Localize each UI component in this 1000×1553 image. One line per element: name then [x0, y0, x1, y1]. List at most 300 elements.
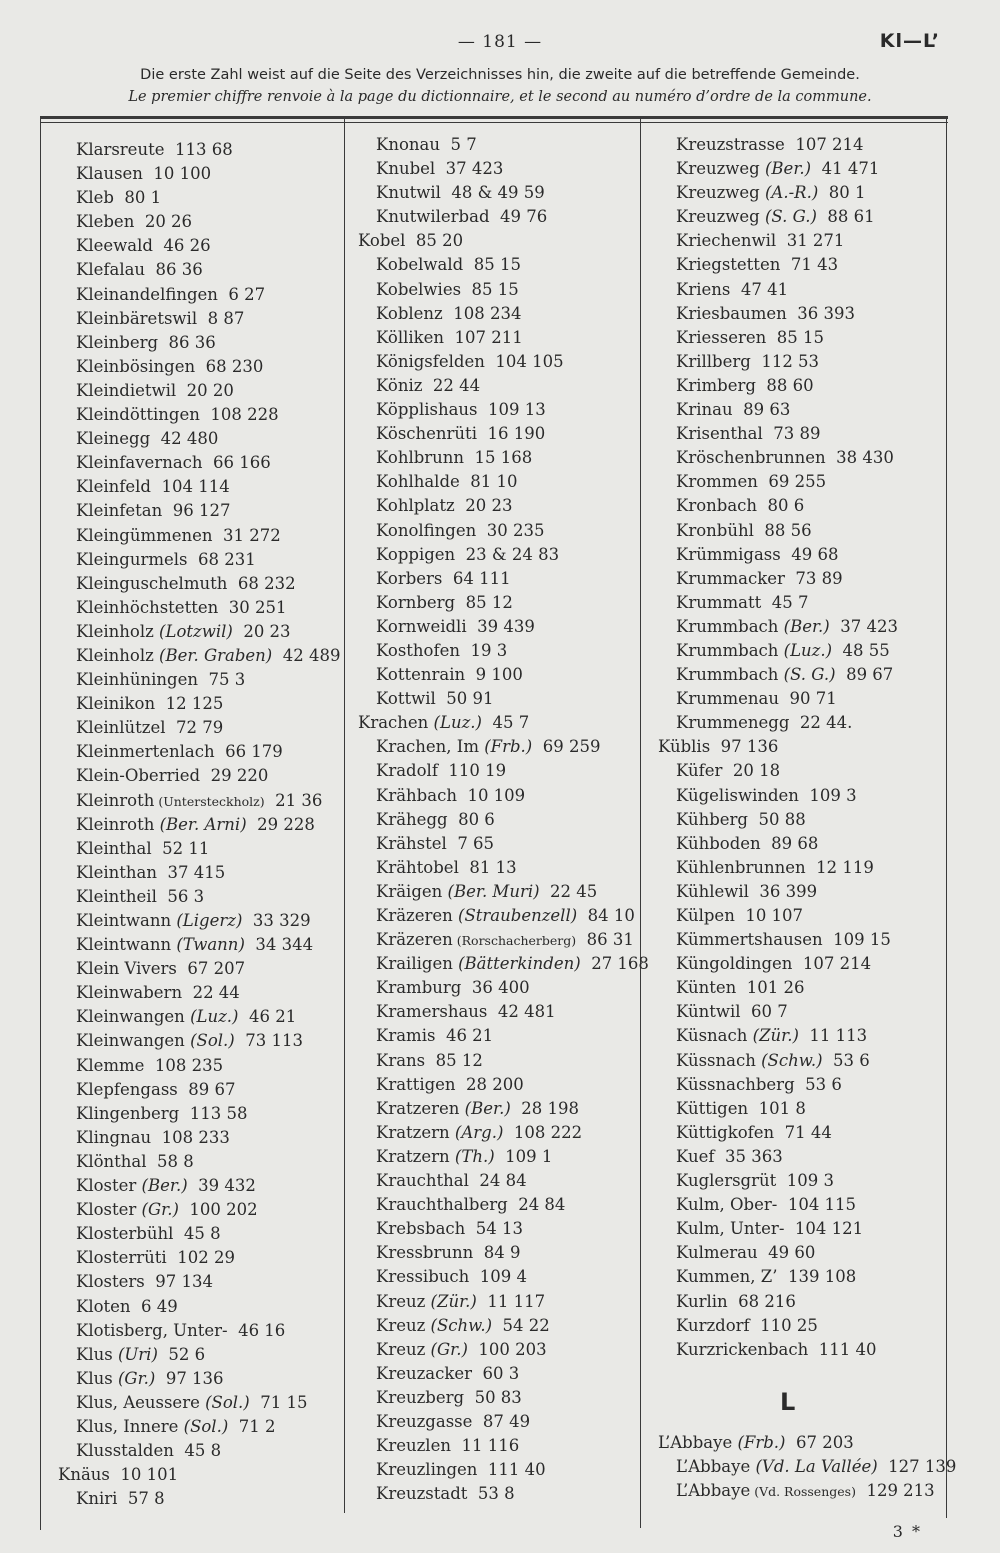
entry-name: Kleindietwil [76, 380, 177, 400]
index-entry [58, 186, 340, 210]
index-entry [658, 422, 898, 446]
entry-canton: (Sol.) [199, 1392, 250, 1412]
entry-name: Kreuzweg [676, 159, 760, 179]
entry-numbers: 31 272 [212, 525, 281, 545]
entry-numbers: 127 139 [877, 1457, 957, 1477]
index-entry [58, 957, 340, 981]
entry-name: Kleinberg [76, 332, 159, 352]
entry-numbers: 111 40 [477, 1460, 546, 1480]
index-entry [58, 572, 340, 596]
index-entry [658, 687, 898, 711]
entry-name: Kosthofen [376, 640, 460, 660]
index-entry [658, 1193, 898, 1217]
entry-numbers: 42 480 [150, 429, 219, 449]
entry-canton: (S. G.) [778, 665, 836, 685]
index-entry [658, 374, 898, 398]
entry-canton: (Gr.) [136, 1200, 179, 1220]
index-entry [58, 1463, 340, 1487]
entry-name: Kleben [76, 212, 135, 232]
entry-canton: (Luz.) [184, 1007, 239, 1027]
index-entry [358, 374, 649, 398]
entry-name: Kreuzacker [376, 1363, 473, 1383]
index-entry [658, 1265, 898, 1289]
index-entry [658, 133, 898, 157]
entry-canton: (Ber.) [778, 616, 830, 636]
entry-numbers: 113 68 [164, 140, 233, 159]
entry-numbers: 60 3 [472, 1363, 520, 1383]
index-entry [358, 205, 649, 229]
entry-numbers: 5 7 [439, 135, 477, 154]
entry-name: Klosters [76, 1272, 145, 1292]
index-entry [58, 1367, 340, 1391]
index-entry [58, 1391, 340, 1415]
entry-numbers: 20 23 [454, 496, 513, 516]
entry-name: Kornweidli [376, 616, 467, 636]
entry-numbers: 68 230 [195, 356, 264, 376]
entry-numbers: 9 100 [465, 665, 523, 685]
entry-name: Kleinbösingen [76, 356, 196, 376]
index-entry [358, 253, 649, 277]
entry-name: Korbers [376, 568, 443, 588]
entry-name: Kloster [76, 1200, 137, 1220]
entry-numbers: 36 393 [786, 303, 856, 323]
entry-numbers: 45 7 [761, 592, 809, 612]
entry-name: Knäus [58, 1465, 110, 1485]
index-entry [658, 976, 898, 1000]
entry-name: Kronbühl [676, 520, 754, 540]
entry-numbers: 60 7 [740, 1002, 788, 1022]
index-entry [358, 446, 649, 470]
index-entry [658, 1121, 898, 1145]
entry-numbers: 80 1 [818, 183, 866, 203]
entry-name: Kramis [376, 1026, 436, 1046]
entry-numbers: 10 100 [142, 164, 212, 184]
entry-numbers: 81 10 [459, 472, 518, 492]
entry-canton: (Vd. La Vallée) [750, 1457, 878, 1477]
entry-numbers: 52 11 [151, 838, 210, 858]
entry-name: Krinau [676, 400, 733, 420]
entry-numbers: 67 203 [785, 1433, 854, 1452]
entry-name: Kriesseren [676, 327, 767, 347]
index-entry [58, 837, 340, 861]
index-entry [58, 427, 340, 451]
entry-numbers: 97 134 [144, 1272, 213, 1292]
index-entry [658, 711, 898, 735]
entry-numbers: 73 89 [784, 568, 843, 588]
entry-name: Kleinhöchstetten [76, 597, 219, 617]
entry-name: Kressibuch [376, 1267, 470, 1287]
entry-name: Krachen [358, 713, 429, 733]
index-entry [358, 181, 649, 205]
entry-name: Köschenrüti [376, 424, 477, 444]
entry-numbers: 88 61 [816, 207, 875, 227]
entry-numbers: 48 55 [832, 640, 890, 660]
index-entry [58, 475, 340, 499]
index-entry [58, 1102, 340, 1126]
index-entry [358, 1073, 649, 1097]
signature-mark: 3 * [892, 1522, 922, 1541]
index-entry [658, 398, 898, 422]
entry-name: Kreuzlingen [376, 1460, 478, 1480]
entry-name: Klausen [76, 164, 143, 184]
entry-numbers: 108 234 [442, 303, 522, 323]
entry-name: Krailigen [376, 954, 453, 974]
entry-numbers: 16 190 [476, 424, 546, 444]
entry-name: Krummenegg [676, 713, 790, 733]
entry-numbers: 36 399 [748, 881, 818, 901]
entry-numbers: 109 13 [477, 400, 546, 420]
entry-canton: (Ber.) [136, 1176, 188, 1196]
index-entry [58, 909, 340, 933]
entry-numbers: 81 13 [458, 857, 517, 877]
entry-numbers: 37 423 [435, 159, 504, 179]
entry-numbers: 52 6 [157, 1344, 206, 1364]
entry-name: L’Abbaye [658, 1433, 733, 1452]
entry-numbers: 45 8 [173, 1224, 221, 1244]
index-entry [358, 663, 649, 687]
entry-numbers: 20 23 [232, 621, 291, 641]
index-entry [358, 1049, 649, 1073]
index-entry [658, 543, 898, 567]
entry-numbers: 37 423 [829, 616, 898, 636]
index-entry [358, 832, 649, 856]
entry-numbers: 104 114 [150, 477, 230, 497]
entry-name: Königsfelden [376, 351, 485, 371]
entry-name: Köniz [376, 375, 423, 395]
entry-numbers: 12 119 [805, 857, 874, 877]
entry-name: Kriechenwil [676, 231, 777, 251]
entry-numbers: 113 58 [179, 1103, 248, 1123]
entry-name: Kohlhalde [376, 472, 460, 492]
entry-name: Kleinegg [76, 429, 151, 449]
entry-name: Kratzern [376, 1146, 450, 1166]
entry-name: Kurlin [676, 1291, 728, 1311]
index-entry [58, 596, 340, 620]
entry-name: Krähegg [376, 809, 448, 829]
entry-numbers: 71 44 [774, 1122, 832, 1142]
entry-name: Kleintwann [76, 935, 172, 955]
entry-numbers: 30 251 [218, 597, 287, 617]
index-entry [58, 885, 340, 909]
entry-locality: (Rorschacherberg) [452, 933, 577, 949]
entry-numbers: 88 56 [753, 520, 812, 540]
index-entry [658, 1145, 898, 1169]
entry-numbers: 22 44 [422, 375, 481, 395]
index-entry [58, 1222, 340, 1246]
index-entry [58, 138, 340, 162]
index-entry [358, 904, 649, 928]
index-entry [358, 735, 649, 759]
entry-name: Külpen [676, 906, 735, 925]
entry-numbers: 89 68 [760, 833, 819, 853]
top-rule-thin [40, 122, 948, 123]
entry-name: Küttigen [676, 1098, 749, 1118]
index-entry [358, 639, 649, 663]
entry-numbers: 112 53 [750, 351, 820, 371]
entry-numbers: 110 25 [749, 1315, 818, 1335]
entry-numbers: 101 8 [748, 1098, 806, 1118]
index-entry [358, 784, 649, 808]
index-entry [58, 210, 340, 234]
entry-numbers: 80 1 [113, 188, 162, 208]
entry-numbers: 97 136 [155, 1368, 224, 1388]
entry-canton: (Sol.) [184, 1031, 235, 1051]
entry-numbers: 46 21 [435, 1026, 494, 1046]
entry-numbers: 53 6 [794, 1074, 842, 1094]
entry-canton: (Ber. Arni) [154, 814, 247, 834]
entry-numbers: 75 3 [198, 670, 246, 690]
entry-name: Kleinroth [76, 814, 155, 834]
index-entry [358, 1265, 649, 1289]
entry-canton: (Ber. Muri) [442, 881, 540, 901]
index-entry [58, 1270, 340, 1294]
entry-numbers: 84 9 [473, 1243, 521, 1263]
index-entry [358, 1217, 649, 1241]
entry-numbers: 107 214 [784, 135, 864, 154]
entry-numbers: 90 71 [779, 689, 837, 709]
entry-numbers: 54 13 [465, 1219, 524, 1239]
index-entry [658, 832, 898, 856]
index-entry [358, 1458, 649, 1482]
index-entry [58, 403, 340, 427]
entry-numbers: 39 439 [466, 616, 535, 636]
entry-name: Klarsreute [76, 140, 165, 159]
index-entry [58, 1150, 340, 1174]
entry-name: Küntwil [676, 1002, 741, 1022]
entry-name: Kriegstetten [676, 255, 781, 275]
entry-numbers: 108 233 [151, 1127, 230, 1147]
entry-name: Kühlewil [676, 881, 749, 901]
entry-numbers: 45 8 [173, 1441, 222, 1461]
entry-numbers: 48 & 49 59 [440, 183, 545, 203]
entry-name: Kohlbrunn [376, 448, 465, 468]
entry-numbers: 11 116 [450, 1436, 520, 1456]
index-entry [358, 302, 649, 326]
entry-numbers: 69 255 [757, 472, 827, 492]
index-entry [58, 1005, 340, 1029]
index-entry [658, 639, 898, 663]
index-entry [658, 1049, 898, 1073]
index-entry [358, 1121, 649, 1145]
index-entry [58, 1078, 340, 1102]
entry-name: Kloten [76, 1296, 131, 1316]
index-entry [358, 880, 649, 904]
entry-numbers: 50 83 [464, 1387, 522, 1407]
index-entry [358, 1193, 649, 1217]
entry-name: Kuef [676, 1146, 715, 1166]
entry-canton: (Lotzwil) [153, 621, 233, 641]
entry-name: Krähbach [376, 785, 457, 805]
index-entry [358, 519, 649, 543]
index-entry [358, 1241, 649, 1265]
index-entry [358, 928, 649, 952]
index-entry [658, 1073, 898, 1097]
entry-numbers: 19 3 [459, 640, 508, 660]
entry-canton: (Ber.) [459, 1098, 511, 1118]
entry-canton: (Gr.) [112, 1368, 156, 1388]
entry-numbers: 129 213 [855, 1481, 935, 1501]
entry-numbers: 46 26 [152, 236, 211, 256]
entry-name: Kniri [76, 1489, 118, 1509]
entry-name: Klosterrüti [76, 1248, 167, 1268]
column-divider-left [40, 118, 41, 1530]
entry-numbers: 108 228 [199, 405, 279, 425]
entry-numbers: 67 207 [176, 959, 246, 979]
entry-numbers: 110 19 [437, 761, 507, 781]
entry-canton: (Twann) [171, 935, 245, 955]
entry-name: Kottwil [376, 689, 436, 709]
entry-numbers: 49 68 [780, 544, 839, 564]
index-entry [58, 451, 340, 475]
top-rule [40, 116, 948, 119]
index-entry [358, 615, 649, 639]
section-letter: L [780, 1388, 796, 1416]
entry-numbers: 54 22 [492, 1315, 550, 1335]
entry-name: Klein-Oberried [76, 766, 201, 786]
entry-numbers: 28 200 [455, 1074, 524, 1094]
entry-name: Kleinfetan [76, 501, 163, 521]
entry-numbers: 12 125 [155, 694, 224, 714]
entry-name: Kräzeren [376, 906, 453, 925]
entry-name: Knutwilerbad [376, 207, 490, 227]
index-entry [358, 326, 649, 350]
entry-locality: (Vd. Rossenges) [750, 1484, 856, 1500]
entry-name: Klönthal [76, 1151, 147, 1171]
entry-name: Kreuzweg [676, 183, 760, 203]
index-entry [358, 133, 649, 157]
entry-canton: (Gr.) [425, 1339, 468, 1359]
entry-numbers: 46 21 [238, 1007, 297, 1027]
entry-numbers: 139 108 [777, 1267, 857, 1287]
entry-canton: (Th.) [449, 1146, 495, 1166]
index-entry [658, 928, 898, 952]
entry-name: Kölliken [376, 327, 445, 347]
entry-name: Kramershaus [376, 1002, 488, 1022]
index-entry [58, 283, 340, 307]
entry-name: Kleinwangen [76, 1031, 185, 1051]
entry-name: Klusstalden [76, 1441, 174, 1461]
index-entry [658, 1000, 898, 1024]
entry-numbers: 28 198 [510, 1098, 579, 1118]
entry-name: Kleinmertenlach [76, 742, 215, 762]
index-entry [358, 229, 649, 253]
entry-name: Kleinbäretswil [76, 308, 198, 328]
index-entry [658, 1024, 898, 1048]
entry-numbers: 85 12 [455, 592, 513, 612]
entry-name: Klosterbühl [76, 1224, 174, 1244]
index-entry [658, 446, 898, 470]
index-column-3 [658, 133, 898, 1362]
entry-numbers: 31 271 [776, 231, 845, 251]
entry-numbers: 27 168 [580, 954, 649, 974]
index-entry [658, 880, 898, 904]
entry-name: Krummacker [676, 568, 785, 588]
entry-name: Kreuz [376, 1291, 426, 1311]
entry-numbers: 104 121 [784, 1219, 864, 1239]
entry-name: Kleinhüningen [76, 670, 199, 690]
entry-canton: (S. G.) [759, 207, 817, 227]
entry-name: Koblenz [376, 303, 443, 323]
entry-canton: (Ber. Graben) [153, 645, 273, 665]
page-number: — 181 — [457, 32, 543, 52]
entry-name: Küfer [676, 761, 723, 781]
index-entry [58, 1198, 340, 1222]
entry-name: Kleb [76, 188, 114, 208]
index-entry [58, 379, 340, 403]
entry-numbers: 24 84 [468, 1171, 527, 1191]
index-entry [58, 620, 340, 644]
entry-name: Kloster [76, 1176, 137, 1196]
entry-name: Knutwil [376, 183, 441, 203]
range-code: Kl—L’ [879, 30, 940, 52]
entry-numbers: 11 117 [476, 1291, 546, 1311]
entry-numbers: 85 12 [425, 1050, 483, 1070]
entry-name: Klein Vivers [76, 959, 177, 979]
entry-numbers: 29 228 [246, 814, 315, 834]
entry-name: Kressbrunn [376, 1243, 474, 1263]
index-entry [58, 258, 340, 282]
index-entry [58, 1174, 340, 1198]
entry-numbers: 86 36 [145, 260, 203, 280]
entry-numbers: 71 2 [228, 1416, 276, 1436]
entry-canton: (A.-R.) [759, 183, 819, 203]
entry-name: Kleinroth [76, 790, 155, 810]
index-entry [658, 1241, 898, 1265]
entry-numbers: 22 44 [182, 983, 240, 1003]
entry-name: Krummatt [676, 592, 762, 612]
entry-numbers: 71 15 [249, 1392, 308, 1412]
index-entry [58, 1029, 340, 1053]
entry-canton: (Luz.) [778, 640, 833, 660]
entry-numbers: 30 235 [476, 520, 545, 540]
index-entry [358, 278, 649, 302]
entry-name: Kriesbaumen [676, 303, 787, 323]
index-entry [658, 1314, 898, 1338]
entry-canton: (Arg.) [449, 1122, 504, 1142]
index-entry [58, 692, 340, 716]
entry-numbers: 29 220 [200, 766, 269, 786]
entry-numbers: 10 101 [109, 1465, 179, 1485]
entry-numbers: 38 430 [825, 448, 894, 468]
index-entry [658, 904, 898, 928]
entry-name: Kradolf [376, 761, 438, 781]
entry-numbers: 10 109 [456, 785, 526, 805]
entry-name: L’Abbaye [676, 1481, 751, 1501]
index-entry [358, 976, 649, 1000]
entry-name: Kratzeren [376, 1098, 460, 1118]
entry-numbers: 47 41 [730, 279, 789, 299]
entry-name: Knubel [376, 159, 436, 179]
entry-name: Küttigkofen [676, 1122, 775, 1142]
entry-numbers: 68 232 [227, 573, 296, 593]
entry-name: Kulmerau [676, 1243, 758, 1263]
entry-name: Kreuzgasse [376, 1411, 473, 1431]
index-entry [658, 808, 898, 832]
entry-numbers: 22 45 [539, 881, 598, 901]
entry-name: Krauchthalberg [376, 1195, 508, 1215]
index-entry [658, 494, 898, 518]
index-entry [58, 355, 340, 379]
entry-name: Krisenthal [676, 424, 763, 444]
entry-name: Kobelwald [376, 255, 464, 275]
entry-numbers: 89 63 [732, 400, 791, 420]
entry-name: Kobelwies [376, 279, 462, 299]
entry-numbers: 53 8 [467, 1484, 515, 1504]
index-entry [358, 398, 649, 422]
entry-numbers: 71 43 [780, 255, 839, 275]
index-entry [58, 1343, 340, 1367]
entry-name: Kurzrickenbach [676, 1339, 809, 1359]
